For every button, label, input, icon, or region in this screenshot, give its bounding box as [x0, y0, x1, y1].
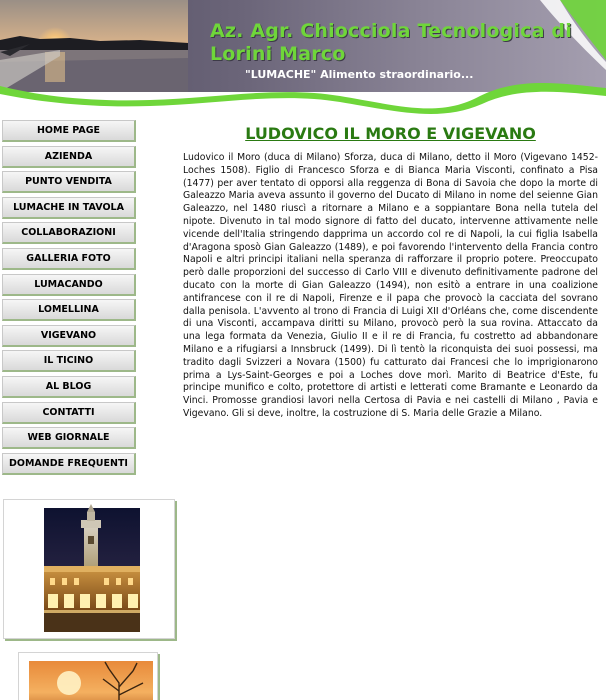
page-title: LUDOVICO IL MORO E VIGEVANO — [245, 124, 536, 143]
nav-vigevano[interactable]: VIGEVANO — [2, 325, 136, 347]
nav-domande-frequenti[interactable]: DOMANDE FREQUENTI — [2, 453, 136, 475]
nav-collaborazioni[interactable]: COLLABORAZIONI — [2, 222, 136, 244]
tagline-text: Alimento straordinario... — [316, 68, 474, 81]
main-navigation — [2, 120, 136, 478]
site-tagline — [245, 68, 473, 81]
sidebar-photo-sunset-frame — [18, 652, 158, 700]
site-header — [0, 0, 606, 118]
nav-galleria-foto[interactable]: GALLERIA FOTO — [2, 248, 136, 270]
nav-lumacando[interactable]: LUMACANDO — [2, 274, 136, 296]
nav-al-blog[interactable]: AL BLOG — [2, 376, 136, 398]
nav-lumache-in-tavola[interactable]: LUMACHE IN TAVOLA — [2, 197, 136, 219]
article-text: Ludovico il Moro (duca di Milano) Sforza, duca di Milano, detto il Moro (Vigevano 1452-Loches 1508). Figlio di Francesco Sforza e di Bianca Maria Visconti, confinato a Pisa (1477) per aver tentato di opporsi alla reggenza di Bona di Savoia che dopo la morte di Galeazzo Maria aveva assunto il governo del Ducato di Milano in nome del seienne Gian Galeazzo, nel 1480 riuscì a ritornare a Milano e a soppiantare Bona nella tutela del nipote. Divenuto in tal modo signore di fatto del ducato, intervenne attivamente nelle vicende dell'Italia stringendo dapprima un accordo col re di Napoli, la cui figlia Isabella d'Aragona sposò Gian Galeazzo (1489), e poi favorendo l'intervento della Francia contro Napoli e altri principi italiani nella speranza di rafforzare il proprio potere. Preoccupato però dalle proporzioni del successo di Carlo VIII e divenuto definitivamente padrone del ducato con la morte di Gian Galeazzo (1494), non esitò a entrare in una coalizione antifrancese con il re di Napoli, Firenze e il papa che provocò la cacciata del sovrano dalla penisola. L'avvento al trono di Francia di Luigi XII d'Orléans che, come discendente di una Visconti, accampava diritti su Milano, provocò però la sua rovina. Attaccato da una lega formata da Venezia, Giulio II e il re di Francia, fu costretto ad abbandonare Milano e a rifugiarsi a Innsbruck (1499). Di lì tentò la riconquista dei suoi possessi, ma tradito dagli Svizzeri a Novara (1500) fu catturato dai Francesi che lo imprigionarono prima a Lys-Saint-Georges e poi a Loches dove morì. Marito di Beatrice d'Este, fu principe munifico e colto, protettore di artisti e letterati come Bramante e Leonardo da Vinci. Promosse grandiosi lavori nella Certosa di Pavia e nei castelli di Milano , Pavia e Vigevano. Gli si deve, inoltre, la costruzione di S. Maria delle Grazie a Milano. — [183, 152, 598, 419]
nav-lomellina[interactable]: LOMELLINA — [2, 299, 136, 321]
nav-contatti[interactable]: CONTATTI — [2, 402, 136, 424]
vigevano-tower-photo[interactable] — [4, 500, 176, 640]
nav-azienda[interactable]: AZIENDA — [2, 146, 136, 168]
sunset-tree-photo[interactable] — [19, 653, 159, 700]
main-content — [183, 124, 598, 421]
nav-punto-vendita[interactable]: PUNTO VENDITA — [2, 171, 136, 193]
nav-home-page[interactable]: HOME PAGE — [2, 120, 136, 142]
tagline-quote: "LUMACHE" — [245, 68, 317, 81]
nav-web-giornale[interactable]: WEB GIORNALE — [2, 427, 136, 449]
nav-il-ticino[interactable]: IL TICINO — [2, 350, 136, 372]
sidebar-photo-tower-frame — [3, 499, 175, 639]
site-title: Az. Agr. Chiocciola Tecnologica di Lorini Marco — [210, 20, 572, 65]
